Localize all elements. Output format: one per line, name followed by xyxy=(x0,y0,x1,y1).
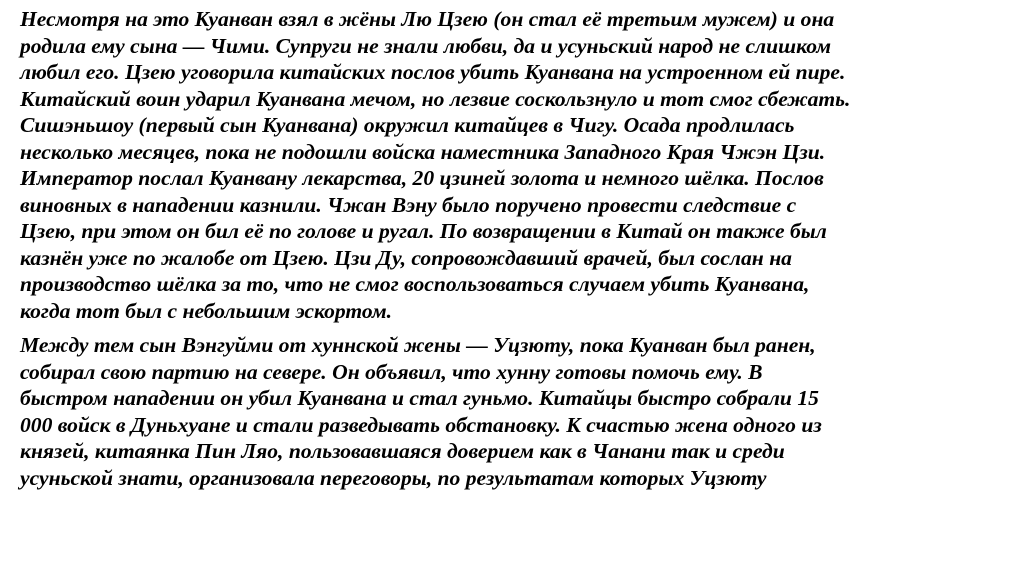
text-line: быстром нападении он убил Куанвана и стал гуньмо. Китайцы быстро собрали 15 xyxy=(20,386,819,410)
text-line: несколько месяцев, пока не подошли войска наместника Западного Края Чжэн Цзи. xyxy=(20,139,826,164)
text-line: производство шёлка за то, что не смог воспользоваться случаем убить Куанвана, xyxy=(20,272,810,296)
paragraph-2 xyxy=(20,332,1010,491)
text-line: усуньской знати, организовала переговоры, по результатам которых Уцзюту xyxy=(20,465,767,490)
text-line: Сишэньшоу (первый сын Куанвана) окружил китайцев в Чигу. Осада продлилась xyxy=(20,113,795,137)
text-line: любил его. Цзею уговорила китайских послов убить Куанвана на устроенном ей пире. xyxy=(20,60,846,84)
paragraph-1 xyxy=(20,6,1010,324)
text-line: виновных в нападении казнили. Чжан Вэну было поручено провести следствие с xyxy=(20,192,797,217)
text-line: родила ему сына — Чими. Супруги не знали любви, да и усуньский народ не слишком xyxy=(20,33,832,58)
text-line: Китайский воин ударил Куанвана мечом, но лезвие соскользнуло и тот смог сбежать. xyxy=(20,86,851,111)
text-line: Император послал Куанвану лекарства, 20 цзиней золота и немного шёлка. Послов xyxy=(20,166,824,190)
text-line: когда тот был с небольшим эскортом. xyxy=(20,298,393,323)
text-line: собирал свою партию на севере. Он объявил, что хунну готовы помочь ему. В xyxy=(20,359,763,384)
text-body xyxy=(20,6,1010,499)
text-line: 000 войск в Дуньхуане и стали разведывать обстановку. К счастью жена одного из xyxy=(20,412,822,437)
text-line: князей, китаянка Пин Ляо, пользовавшаяся доверием как в Чанани так и среди xyxy=(20,439,785,463)
text-line: Между тем сын Вэнгуйми от хуннской жены — Уцзюту, пока Куанван был ранен, xyxy=(20,333,816,357)
text-line: Цзею, при этом он бил её по голове и ругал. По возвращении в Китай он также был xyxy=(20,219,827,243)
text-line: казнён уже по жалобе от Цзею. Цзи Ду, сопровождавший врачей, был сослан на xyxy=(20,245,792,270)
text-line: Несмотря на это Куанван взял в жёны Лю Цзею (он стал её третьим мужем) и она xyxy=(20,7,835,31)
